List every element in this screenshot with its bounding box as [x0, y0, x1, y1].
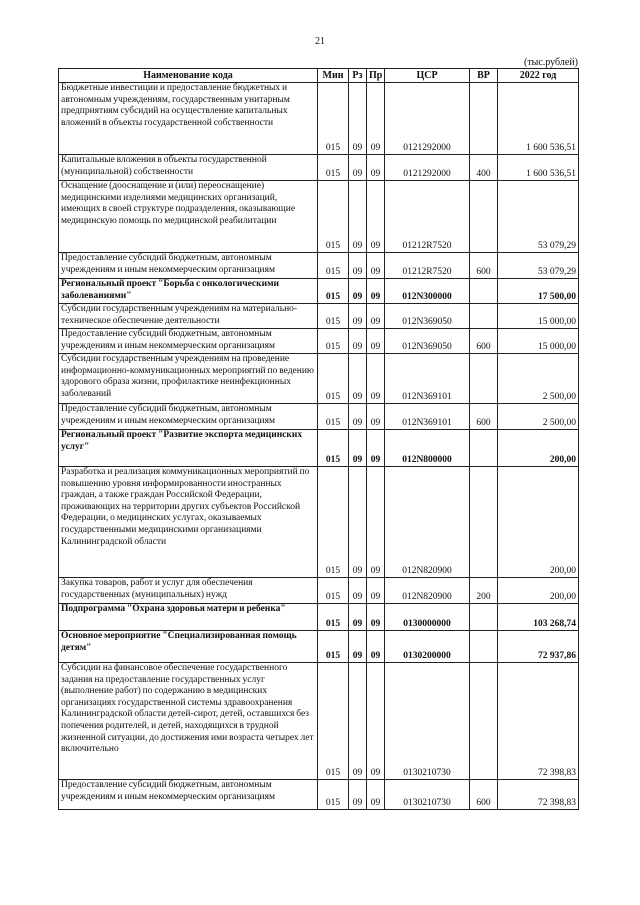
row-csr: 012N369050 — [385, 329, 470, 354]
row-name: Предоставление субсидий бюджетным, автономным учреждениям и иным некоммерческим организациям — [59, 329, 318, 354]
units-label: (тыс.рублей) — [523, 57, 578, 68]
page-number: 21 — [315, 36, 325, 47]
row-name: Бюджетные инвестиции и предоставление бюджетных и автономным учреждениям, государственным унитарным предприятиям субсидий на осуществление капитальных вложений в объекты государственной собственности — [59, 83, 318, 155]
row-vr: 600 — [470, 404, 498, 430]
header-csr: ЦСР — [385, 69, 470, 83]
row-vr: 600 — [470, 780, 498, 810]
row-amount: 103 268,74 — [498, 604, 579, 631]
table-row — [59, 155, 579, 181]
table-row — [59, 279, 579, 304]
row-pr: 09 — [367, 253, 385, 279]
row-rz: 09 — [349, 354, 367, 404]
row-pr: 09 — [367, 404, 385, 430]
row-name: Подпрограмма "Охрана здоровья матери и ребенка" — [59, 604, 318, 631]
row-amount: 17 500,00 — [498, 279, 579, 304]
row-min: 015 — [318, 578, 349, 604]
row-name: Капитальные вложения в объекты государственной (муниципальной) собственности — [59, 155, 318, 181]
row-vr — [470, 304, 498, 329]
row-min: 015 — [318, 631, 349, 663]
row-amount: 200,00 — [498, 467, 579, 578]
row-rz: 09 — [349, 467, 367, 578]
row-pr: 09 — [367, 279, 385, 304]
row-vr: 400 — [470, 155, 498, 181]
row-csr: 01212R7520 — [385, 181, 470, 253]
row-rz: 09 — [349, 155, 367, 181]
row-amount: 2 500,00 — [498, 354, 579, 404]
row-min: 015 — [318, 304, 349, 329]
row-csr: 012N369101 — [385, 354, 470, 404]
row-name: Субсидии на финансовое обеспечение государственного задания на предоставление государственных услуг (выполнение работ) по содержанию в медицинских организациях государственной системы здравоохранения Калининградской области детей-сирот, детей, оставшихся без попечения родителей, и детей, находящихся в трудной жизненной ситуации, до достижения ими возраста четырех лет включительно — [59, 663, 318, 780]
row-csr: 0130000000 — [385, 604, 470, 631]
header-rz: Рз — [349, 69, 367, 83]
row-amount: 53 079,29 — [498, 253, 579, 279]
row-min: 015 — [318, 329, 349, 354]
budget-table — [58, 68, 579, 810]
row-pr: 09 — [367, 631, 385, 663]
row-amount: 1 600 536,51 — [498, 83, 579, 155]
row-csr: 01212R7520 — [385, 253, 470, 279]
row-csr: 012N820900 — [385, 467, 470, 578]
row-min: 015 — [318, 181, 349, 253]
row-min: 015 — [318, 404, 349, 430]
row-name: Разработка и реализация коммуникационных мероприятий по повышению уровня информированности иностранных граждан, а также граждан Российской Федерации, проживающих на территории других субъектов Российской Федерации, о медицинских услугах, оказываемых государственными медицинскими организациями Калининградской области — [59, 467, 318, 578]
row-name: Предоставление субсидий бюджетным, автономным учреждениям и иным некоммерческим организациям — [59, 404, 318, 430]
row-pr: 09 — [367, 780, 385, 810]
row-min: 015 — [318, 253, 349, 279]
row-min: 015 — [318, 663, 349, 780]
row-amount: 200,00 — [498, 578, 579, 604]
table-row — [59, 304, 579, 329]
row-csr: 012N800000 — [385, 430, 470, 467]
row-name: Предоставление субсидий бюджетным, автономным учреждениям и иным некоммерческим организациям — [59, 253, 318, 279]
row-amount: 2 500,00 — [498, 404, 579, 430]
row-amount: 200,00 — [498, 430, 579, 467]
header-year: 2022 год — [498, 69, 579, 83]
table-row — [59, 354, 579, 404]
row-csr: 0130200000 — [385, 631, 470, 663]
header-name: Наименование кода — [59, 69, 318, 83]
row-pr: 09 — [367, 604, 385, 631]
row-vr — [470, 604, 498, 631]
row-pr: 09 — [367, 329, 385, 354]
row-vr — [470, 354, 498, 404]
row-rz: 09 — [349, 578, 367, 604]
table-row — [59, 181, 579, 253]
row-pr: 09 — [367, 304, 385, 329]
row-min: 015 — [318, 604, 349, 631]
row-rz: 09 — [349, 181, 367, 253]
row-name: Оснащение (дооснащение и (или) переоснащение) медицинскими изделиями медицинских организаций, имеющих в своей структуре подразделения, оказывающие медицинскую помощь по медицинской реабилитации — [59, 181, 318, 253]
row-rz: 09 — [349, 430, 367, 467]
row-name: Субсидии государственным учреждениям на материально-техническое обеспечение деятельности — [59, 304, 318, 329]
table-row — [59, 467, 579, 578]
row-csr: 012N820900 — [385, 578, 470, 604]
row-amount: 15 000,00 — [498, 304, 579, 329]
row-rz: 09 — [349, 604, 367, 631]
header-pr: Пр — [367, 69, 385, 83]
table-header-row — [59, 69, 579, 83]
row-name: Региональный проект "Развитие экспорта медицинских услуг" — [59, 430, 318, 467]
row-csr: 0121292000 — [385, 155, 470, 181]
table-row — [59, 780, 579, 810]
row-rz: 09 — [349, 631, 367, 663]
row-amount: 72 937,86 — [498, 631, 579, 663]
row-pr: 09 — [367, 578, 385, 604]
row-amount: 72 398,83 — [498, 780, 579, 810]
row-name: Предоставление субсидий бюджетным, автономным учреждениям и иным некоммерческим организациям — [59, 780, 318, 810]
row-vr — [470, 631, 498, 663]
row-pr: 09 — [367, 663, 385, 780]
row-rz: 09 — [349, 404, 367, 430]
row-min: 015 — [318, 780, 349, 810]
header-vr: ВР — [470, 69, 498, 83]
table-row — [59, 253, 579, 279]
row-rz: 09 — [349, 279, 367, 304]
row-amount: 1 600 536,51 — [498, 155, 579, 181]
row-csr: 012N369050 — [385, 304, 470, 329]
row-pr: 09 — [367, 430, 385, 467]
row-vr: 600 — [470, 329, 498, 354]
row-min: 015 — [318, 83, 349, 155]
row-vr — [470, 279, 498, 304]
table-row — [59, 404, 579, 430]
row-rz: 09 — [349, 663, 367, 780]
row-amount: 53 079,29 — [498, 181, 579, 253]
row-pr: 09 — [367, 83, 385, 155]
row-vr — [470, 467, 498, 578]
table-row — [59, 329, 579, 354]
row-min: 015 — [318, 279, 349, 304]
row-min: 015 — [318, 354, 349, 404]
row-min: 015 — [318, 430, 349, 467]
row-pr: 09 — [367, 467, 385, 578]
table-row — [59, 604, 579, 631]
table-row — [59, 663, 579, 780]
row-amount: 72 398,83 — [498, 663, 579, 780]
row-vr — [470, 430, 498, 467]
row-pr: 09 — [367, 155, 385, 181]
row-csr: 0121292000 — [385, 83, 470, 155]
row-name: Основное мероприятие "Специализированная помощь детям" — [59, 631, 318, 663]
row-amount: 15 000,00 — [498, 329, 579, 354]
row-vr — [470, 83, 498, 155]
table-row — [59, 631, 579, 663]
row-csr: 0130210730 — [385, 663, 470, 780]
row-csr: 012N369101 — [385, 404, 470, 430]
table-row — [59, 83, 579, 155]
row-min: 015 — [318, 155, 349, 181]
header-min: Мин — [318, 69, 349, 83]
row-rz: 09 — [349, 304, 367, 329]
row-csr: 0130210730 — [385, 780, 470, 810]
row-rz: 09 — [349, 329, 367, 354]
row-min: 015 — [318, 467, 349, 578]
table-row — [59, 430, 579, 467]
row-rz: 09 — [349, 780, 367, 810]
row-vr: 200 — [470, 578, 498, 604]
row-pr: 09 — [367, 181, 385, 253]
row-rz: 09 — [349, 253, 367, 279]
row-vr — [470, 181, 498, 253]
row-name: Закупка товаров, работ и услуг для обеспечения государственных (муниципальных) нужд — [59, 578, 318, 604]
row-vr: 600 — [470, 253, 498, 279]
row-name: Субсидии государственным учреждениям на проведение информационно-коммуникационных мероприятий по ведению здорового образа жизни, профилактике неинфекционных заболеваний — [59, 354, 318, 404]
row-pr: 09 — [367, 354, 385, 404]
row-vr — [470, 663, 498, 780]
row-rz: 09 — [349, 83, 367, 155]
row-csr: 012N300000 — [385, 279, 470, 304]
row-name: Региональный проект "Борьба с онкологическими заболеваниями" — [59, 279, 318, 304]
table-row — [59, 578, 579, 604]
